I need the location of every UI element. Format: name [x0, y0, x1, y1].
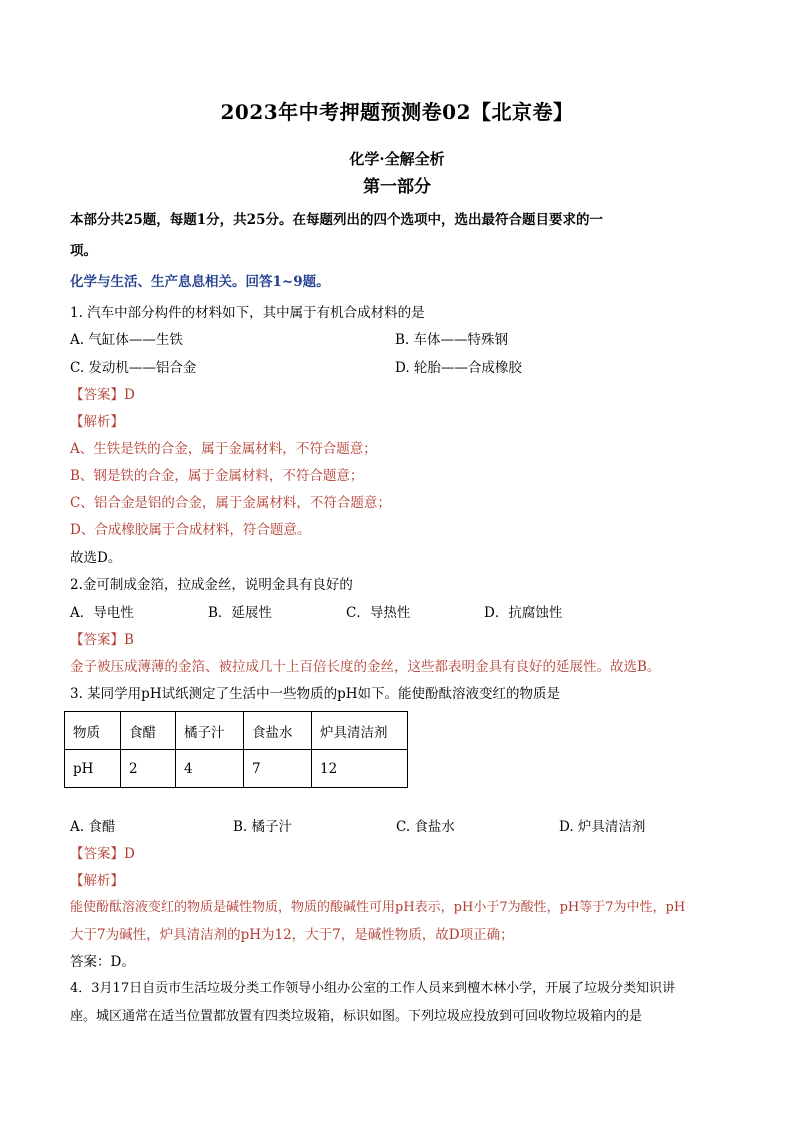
exam-subtitle: 化学·全解全析: [349, 150, 445, 168]
table-cell: 食盐水: [244, 712, 312, 750]
q1-option-a: A. 气缸体——生铁: [70, 332, 183, 348]
q2-option-c: C．导热性: [346, 605, 411, 621]
table-cell: 橘子汁: [176, 712, 244, 750]
table-cell: 2: [121, 750, 176, 788]
q3-option-c: C. 食盐水: [396, 819, 455, 835]
table-cell: 7: [244, 750, 312, 788]
q4-line-1: 4．3月17日自贡市生活垃圾分类工作领导小组办公室的工作人员来到檀木林小学，开展了垃圾分类知识讲: [70, 981, 676, 996]
q2-option-b: B．延展性: [208, 605, 272, 621]
q1-analysis-d: D、合成橡胶属于合成材料，符合题意。: [70, 522, 311, 538]
q1-analysis-b: B、钢是铁的合金，属于金属材料，不符合题意；: [70, 468, 364, 484]
part-heading: 第一部分: [363, 177, 431, 197]
table-cell: 食醋: [121, 712, 176, 750]
q2-answer: 【答案】B: [70, 632, 134, 648]
q1-option-c: C. 发动机——铝合金: [70, 360, 197, 376]
q4-line-2: 座。城区通常在适当位置都放置有四类垃圾箱，标识如图。下列垃圾应投放到可回收物垃圾箱内的是: [70, 1009, 643, 1024]
q2-option-a: A．导电性: [70, 605, 134, 621]
q1-analysis-label: 【解析】: [70, 414, 124, 430]
q3-analysis-line-1: 能使酚酞溶液变红的物质是碱性物质，物质的酸碱性可用pH表示，pH小于7为酸性，pH等于7为中性，pH: [70, 900, 686, 915]
q1-stem: 1. 汽车中部分构件的材料如下，其中属于有机合成材料的是: [70, 305, 425, 321]
q3-option-d: D. 炉具清洁剂: [559, 819, 646, 835]
exam-title: 2023年中考押题预测卷02【北京卷】: [220, 100, 574, 124]
q1-option-b: B. 车体——特殊钢: [395, 332, 509, 348]
q2-option-d: D．抗腐蚀性: [484, 605, 563, 621]
intro-line-1: 本部分共25题，每题1分，共25分。在每题列出的四个选项中，选出最符合题目要求的一: [70, 212, 603, 228]
q2-analysis: 金子被压成薄薄的金箔、被拉成几十上百倍长度的金丝，这些都表明金具有良好的延展性。故选B。: [70, 659, 661, 675]
table-cell: 物质: [65, 712, 121, 750]
q3-conclusion: 答案：D。: [70, 954, 135, 970]
q1-answer: 【答案】D: [70, 387, 135, 403]
table-cell: 12: [312, 750, 408, 788]
q1-conclusion: 故选D。: [70, 550, 122, 566]
table-row: [65, 750, 408, 788]
q1-analysis-c: C、铝合金是铝的合金，属于金属材料，不符合题意；: [70, 495, 391, 511]
table-cell: pH: [65, 750, 121, 788]
q3-stem: 3. 某同学用pH试纸测定了生活中一些物质的pH如下。能使酚酞溶液变红的物质是: [70, 686, 561, 702]
q1-option-d: D. 轮胎——合成橡胶: [395, 360, 522, 376]
table-cell: 炉具清洁剂: [312, 712, 408, 750]
ph-table: [64, 711, 408, 788]
section-heading: 化学与生活、生产息息相关。回答1~9题。: [70, 274, 330, 290]
q3-answer: 【答案】D: [70, 846, 135, 862]
q3-analysis-line-2: 大于7为碱性，炉具清洁剂的pH为12，大于7，是碱性物质，故D项正确；: [70, 927, 514, 943]
q2-stem: 2.金可制成金箔，拉成金丝，说明金具有良好的: [70, 577, 353, 593]
intro-line-2: 项。: [70, 243, 97, 259]
table-cell: 4: [176, 750, 244, 788]
q3-analysis-label: 【解析】: [70, 873, 124, 889]
q3-option-a: A. 食醋: [70, 819, 116, 835]
q3-option-b: B. 橘子汁: [233, 819, 293, 835]
q1-analysis-a: A、生铁是铁的合金，属于金属材料，不符合题意；: [70, 441, 377, 457]
table-header-row: [65, 712, 408, 750]
